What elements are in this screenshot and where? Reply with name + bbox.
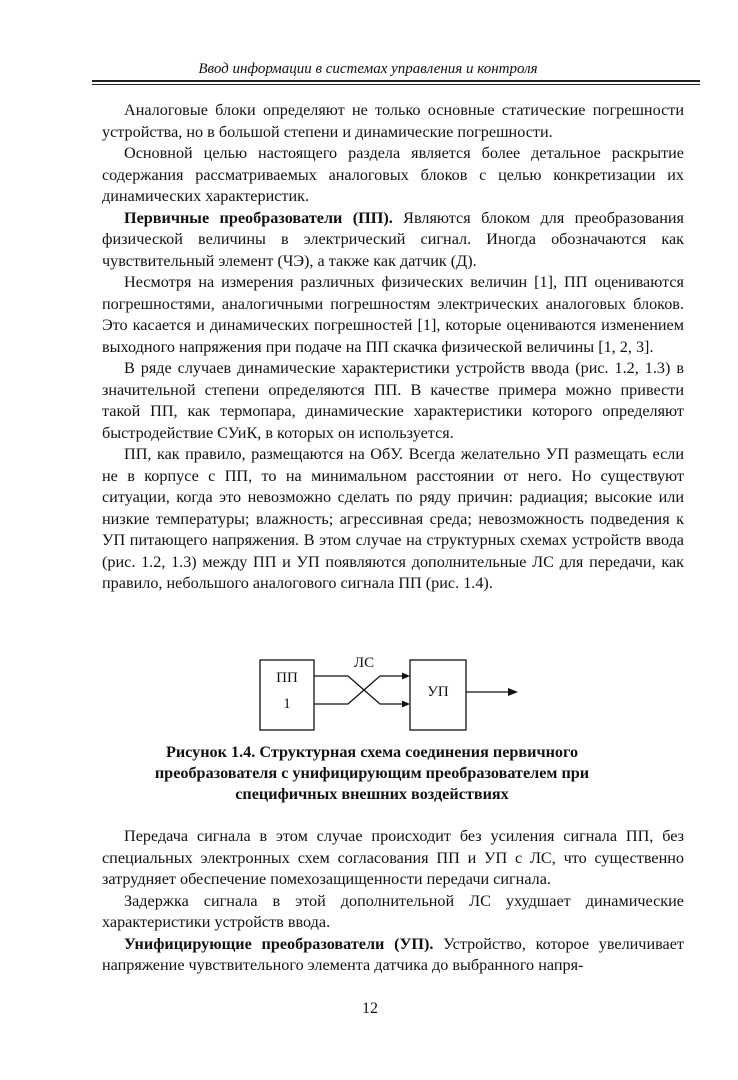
paragraph-7: Передача сигнала в этом случае происходит без усиления сигнала ПП, без специальных электронных схем согласования ПП и УП с ЛС, что существенно затрудняет обеспечение помехозащищенности передачи сигнала. — [102, 827, 684, 888]
page-number: 12 — [362, 1000, 378, 1017]
figure-1-4-diagram — [252, 652, 522, 742]
block-pp-number: 1 — [283, 696, 291, 712]
body-text-bottom — [102, 826, 684, 977]
paragraph-9: Унифицирующие преобразователи (УП). Устройство, которое увеличивает напряжение чувствительного элемента датчика до выбранного напря- — [102, 934, 684, 974]
arrow-head-lower — [402, 701, 410, 708]
term-primary-converters: Первичные преобразователи (ПП). — [124, 208, 393, 227]
paragraph-4: Несмотря на измерения различных физических величин [1], ПП оцениваются погрешностями, аналогичными погрешностям электрических аналоговых блоков. Это касается и динамических погрешностей [1], которые оцениваются изменением выходного напряжения при подаче на ПП скачка физической величины [1, 2, 3]. — [102, 273, 684, 356]
body-text-top — [102, 100, 684, 595]
paragraph-5: В ряде случаев динамические характеристики устройств ввода (рис. 1.2, 1.3) в значительной степени определяются ПП. В качестве примера можно привести такой ПП, как термопара, динамические характеристики которого определяют быстродействие СУиК, в которых он используется. — [102, 359, 684, 442]
communication-line — [314, 676, 408, 704]
running-header: Ввод информации в системах управления и контроля — [198, 61, 538, 77]
term-unifying-converters: Унифицирующие преобразователи (УП). — [124, 934, 434, 953]
paragraph-6: ПП, как правило, размещаются на ОбУ. Всегда желательно УП размещать если не в корпусе с ПП, то на минимальном расстоянии от него. Но существуют ситуации, когда это невозможно сделать по ряду причин: радиация; высокие или низкие температуры; влажность; агрессивная среда; невозможность подведения к УП питающего напряжения. В этом случае на структурных схемах устройств ввода (рис. 1.2, 1.3) между ПП и УП появляются дополнительные ЛС для передачи, как правило, небольшого аналогового сигнала ПП (рис. 1.4). — [102, 445, 684, 592]
diagram-svg — [252, 652, 522, 742]
header-rule — [92, 80, 700, 82]
header-rule-thin — [92, 84, 700, 85]
paragraph-1: Аналоговые блоки определяют не только основные статические погрешности устройства, но в большой степени и динамические погрешности. — [102, 101, 684, 141]
figure-caption: Рисунок 1.4. Структурная схема соединения первичного преобразователя с унифицирующим преобразователем при специфичных внешних воздействиях — [154, 743, 590, 803]
paragraph-3: Первичные преобразователи (ПП). Являются блоком для преобразования физической величины в электрический сигнал. Иногда обозначаются как чувствительный элемент (ЧЭ), а также как датчик (Д). — [102, 208, 684, 270]
paragraph-2: Основной целью настоящего раздела является более детальное раскрытие содержания рассматриваемых аналоговых блоков с целью конкретизации их динамических характеристик. — [102, 144, 684, 205]
block-up-label: УП — [427, 684, 449, 700]
output-arrow-icon — [508, 688, 518, 696]
paragraph-8: Задержка сигнала в этой дополнительной ЛС ухудшает динамические характеристики устройств ввода. — [102, 891, 684, 931]
arrow-head-upper — [402, 673, 410, 680]
line-label-ls: ЛС — [353, 655, 375, 671]
block-pp-label: ПП — [276, 670, 298, 686]
